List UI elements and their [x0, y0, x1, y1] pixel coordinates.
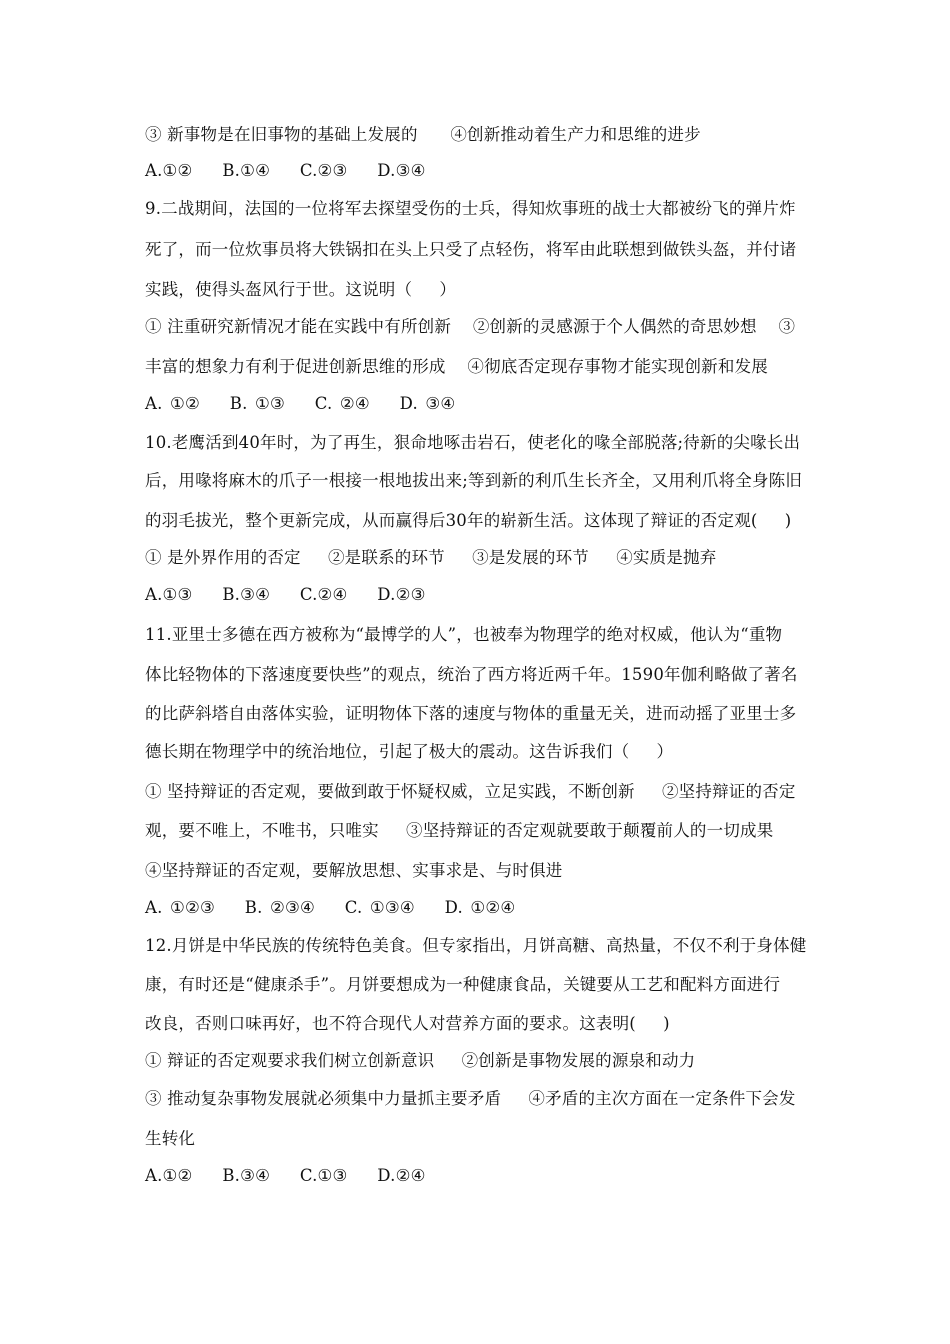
q11-options-line-1: ① 坚持辩证的否定观，要做到敢于怀疑权威，立足实践，不断创新 ②坚持辩证的否定 — [145, 782, 796, 801]
q11-options-line-2: 观，要不唯上，不唯书，只唯实 ③坚持辩证的否定观就要敢于颠覆前人的一切成果 — [145, 821, 774, 840]
q9-stem-line-1: 9.二战期间，法国的一位将军去探望受伤的士兵，得知炊事班的战士大都被纷飞的弹片炸 — [145, 199, 796, 218]
q12-options-line-1: ① 辩证的否定观要求我们树立创新意识 ②创新是事物发展的源泉和动力 — [145, 1051, 696, 1070]
q12-options-line-2: ③ 推动复杂事物发展就必须集中力量抓主要矛盾 ④矛盾的主次方面在一定条件下会发 — [145, 1089, 796, 1108]
q11-options-line-3: ④坚持辩证的否定观，要解放思想、实事求是、与时俱进 — [145, 861, 563, 880]
q10-answer-choices: A.①③ B.③④ C.②④ D.②③ — [145, 585, 426, 604]
q9-answer-choices: A. ①② B. ①③ C. ②④ D. ③④ — [145, 394, 456, 413]
q11-stem-line-1: 11.亚里士多德在西方被称为“最博学的人”，也被奉为物理学的绝对权威，他认为“重物 — [145, 625, 783, 644]
q11-answer-choices: A. ①②③ B. ②③④ C. ①③④ D. ①②④ — [145, 898, 516, 917]
q10-options-line: ① 是外界作用的否定 ②是联系的环节 ③是发展的环节 ④实质是抛弃 — [145, 548, 717, 567]
q12-stem-line-1: 12.月饼是中华民族的传统特色美食。但专家指出，月饼高糖、高热量，不仅不利于身体健 — [145, 936, 807, 955]
q10-stem-line-1: 10.老鹰活到40年时，为了再生，狠命地啄击岩石，使老化的喙全部脱落;待新的尖喙长出 — [145, 433, 801, 452]
q12-options-line-3: 生转化 — [145, 1129, 196, 1148]
q9-stem-line-3: 实践，使得头盔风行于世。这说明（ ） — [145, 280, 457, 299]
q8-options-line-2: ③ 新事物是在旧事物的基础上发展的 ④创新推动着生产力和思维的进步 — [145, 125, 701, 144]
q9-stem-line-2: 死了，而一位炊事员将大铁锅扣在头上只受了点轻伤，将军由此联想到做铁头盔，并付诸 — [145, 240, 797, 259]
q12-answer-choices: A.①② B.③④ C.①③ D.②④ — [145, 1166, 426, 1185]
q11-stem-line-3: 的比萨斜塔自由落体实验，证明物体下落的速度与物体的重量无关，进而动摇了亚里士多 — [145, 704, 797, 723]
q9-options-line-1: ① 注重研究新情况才能在实践中有所创新 ②创新的灵感源于个人偶然的奇思妙想 ③ — [145, 317, 796, 336]
q12-stem-line-3: 改良，否则口味再好，也不符合现代人对营养方面的要求。这表明( ) — [145, 1014, 670, 1033]
q10-stem-line-2: 后，用喙将麻木的爪子一根接一根地拔出来;等到新的利爪生长齐全，又用利爪将全身陈旧 — [145, 471, 803, 490]
q9-options-line-2: 丰富的想象力有利于促进创新思维的形成 ④彻底否定现存事物才能实现创新和发展 — [145, 357, 768, 376]
q11-stem-line-4: 德长期在物理学中的统治地位，引起了极大的震动。这告诉我们（ ） — [145, 742, 674, 761]
q11-stem-line-2: 体比轻物体的下落速度要快些”的观点，统治了西方将近两千年。1590年伽利略做了著名 — [145, 665, 798, 684]
q8-answer-choices: A.①② B.①④ C.②③ D.③④ — [145, 161, 426, 180]
q10-stem-line-3: 的羽毛拔光，整个更新完成，从而赢得后30年的崭新生活。这体现了辩证的否定观( ) — [145, 511, 792, 530]
q12-stem-line-2: 康，有时还是“健康杀手”。月饼要想成为一种健康食品，关键要从工艺和配料方面进行 — [145, 975, 781, 994]
